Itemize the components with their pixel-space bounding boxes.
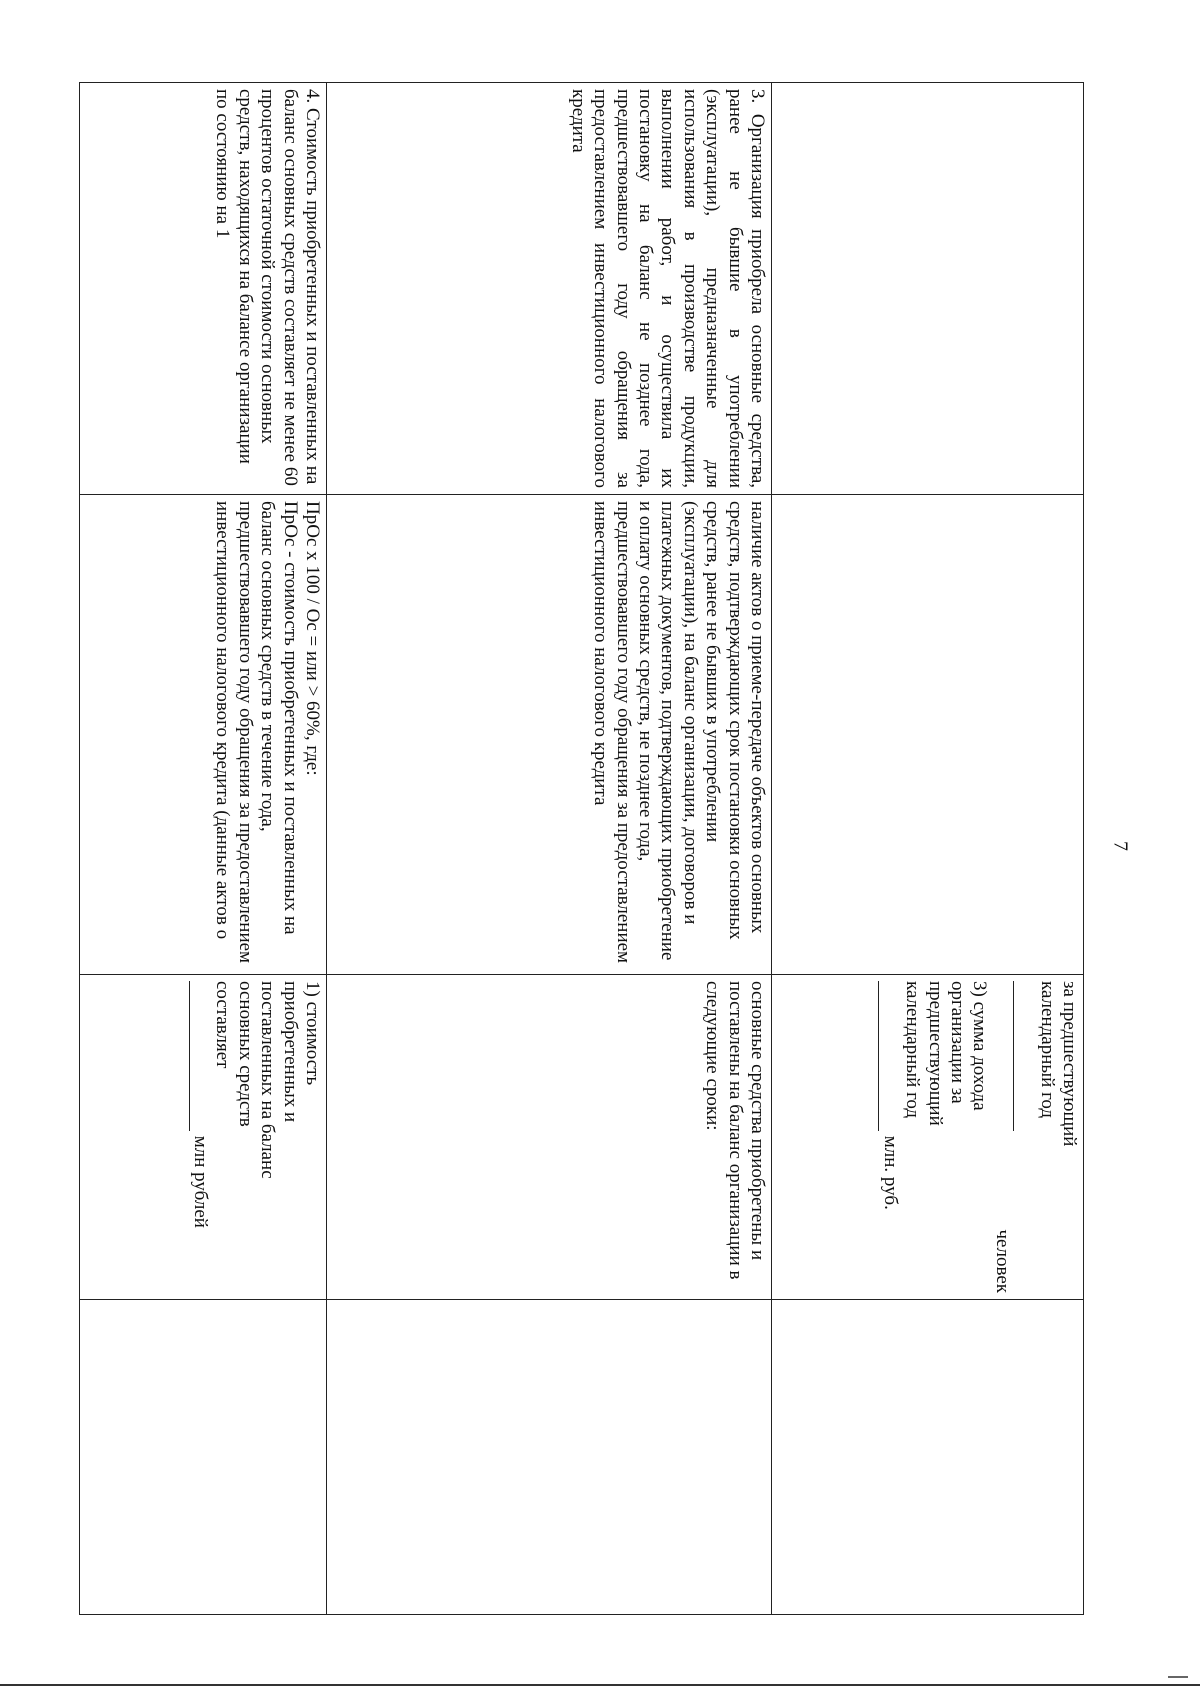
indicator-unit: млн. руб. — [879, 1135, 901, 1210]
formula-definition: ПрОс - стоимость приобретенных и поставленных на баланс основных средств в течение года, предшествовавшего году обращения за предоставлением инвестиционного налогового кредита (данные актов о — [212, 501, 301, 964]
indicator-line: составляет — [212, 981, 234, 1069]
confirmation-cell — [772, 495, 1084, 975]
rotated-page-content — [80, 82, 1084, 1614]
blank-field — [1013, 981, 1034, 1131]
indicator-line: календарный год — [1036, 981, 1058, 1119]
table-row — [327, 83, 772, 1615]
indicator-cell — [772, 975, 1084, 1300]
fill-in-line — [878, 981, 900, 1293]
formula-line: ПрОс x 100 / Ос = или > 60%, где: — [302, 501, 323, 776]
indicator-unit: млн рублей — [189, 1135, 211, 1228]
note-cell — [80, 1300, 327, 1615]
indicator-unit: человек — [991, 1229, 1013, 1293]
confirmation-cell — [80, 495, 327, 975]
criterion-cell: 4. Стоимость приобретенных и поставленных на баланс основных средств составляет не менее 60 процентов остаточной стоимости основных средств, находящихся на балансе организации по состоянию на 1 — [80, 83, 327, 495]
indicator-line: 1) стоимость — [302, 981, 323, 1086]
blank-field — [189, 981, 210, 1131]
table-row — [772, 83, 1084, 1615]
indicator-line: за предшествующий — [1059, 981, 1080, 1147]
indicator-line: основных средств — [234, 981, 256, 1127]
criterion-cell — [772, 83, 1084, 495]
note-cell — [327, 1300, 772, 1615]
indicator-line: поставленных на баланс — [257, 981, 279, 1179]
criterion-cell: 3. Организация приобрела основные средства, ранее не бывшие в употреблении (эксплуатации), предназначенные для использования в производстве продукции, выполнении работ, и осуществила их постановку на баланс не позднее года, предшествовавшего году обращения за предоставлением инвестиционного налогового кредита — [327, 83, 772, 495]
page-bottom-rule — [0, 1684, 1200, 1686]
indicator-cell: основные средства приобретены и поставлены на баланс организации в следующие сроки: — [327, 975, 772, 1300]
indicator-line: предшествующий — [924, 981, 946, 1126]
indicator-line: организации за — [946, 981, 968, 1104]
fill-in-line — [1013, 981, 1035, 1293]
confirmation-cell: наличие актов о приеме-передаче объектов основных средств, подтверждающих срок постановки основных средств, ранее не бывших в употреблении (эксплуатации), на баланс организации, договоров и платежных документов, подтверждающих приобретение и оплату основных средств, не позднее года, предшествовавшего году обращения за предоставлением инвестиционного налогового кредита — [327, 495, 772, 975]
blank-field — [878, 981, 899, 1131]
indicator-line: 3) сумма дохода — [969, 981, 991, 1111]
indicator-line: приобретенных и — [279, 981, 301, 1123]
criteria-table — [79, 82, 1084, 1615]
table-row — [80, 83, 327, 1615]
fill-in-line — [189, 981, 211, 1293]
scan-edge-mark — [1168, 1676, 1188, 1678]
note-cell — [772, 1300, 1084, 1615]
page-number: 7 — [1109, 841, 1132, 851]
indicator-cell — [80, 975, 327, 1300]
indicator-line: календарный год — [902, 981, 924, 1119]
